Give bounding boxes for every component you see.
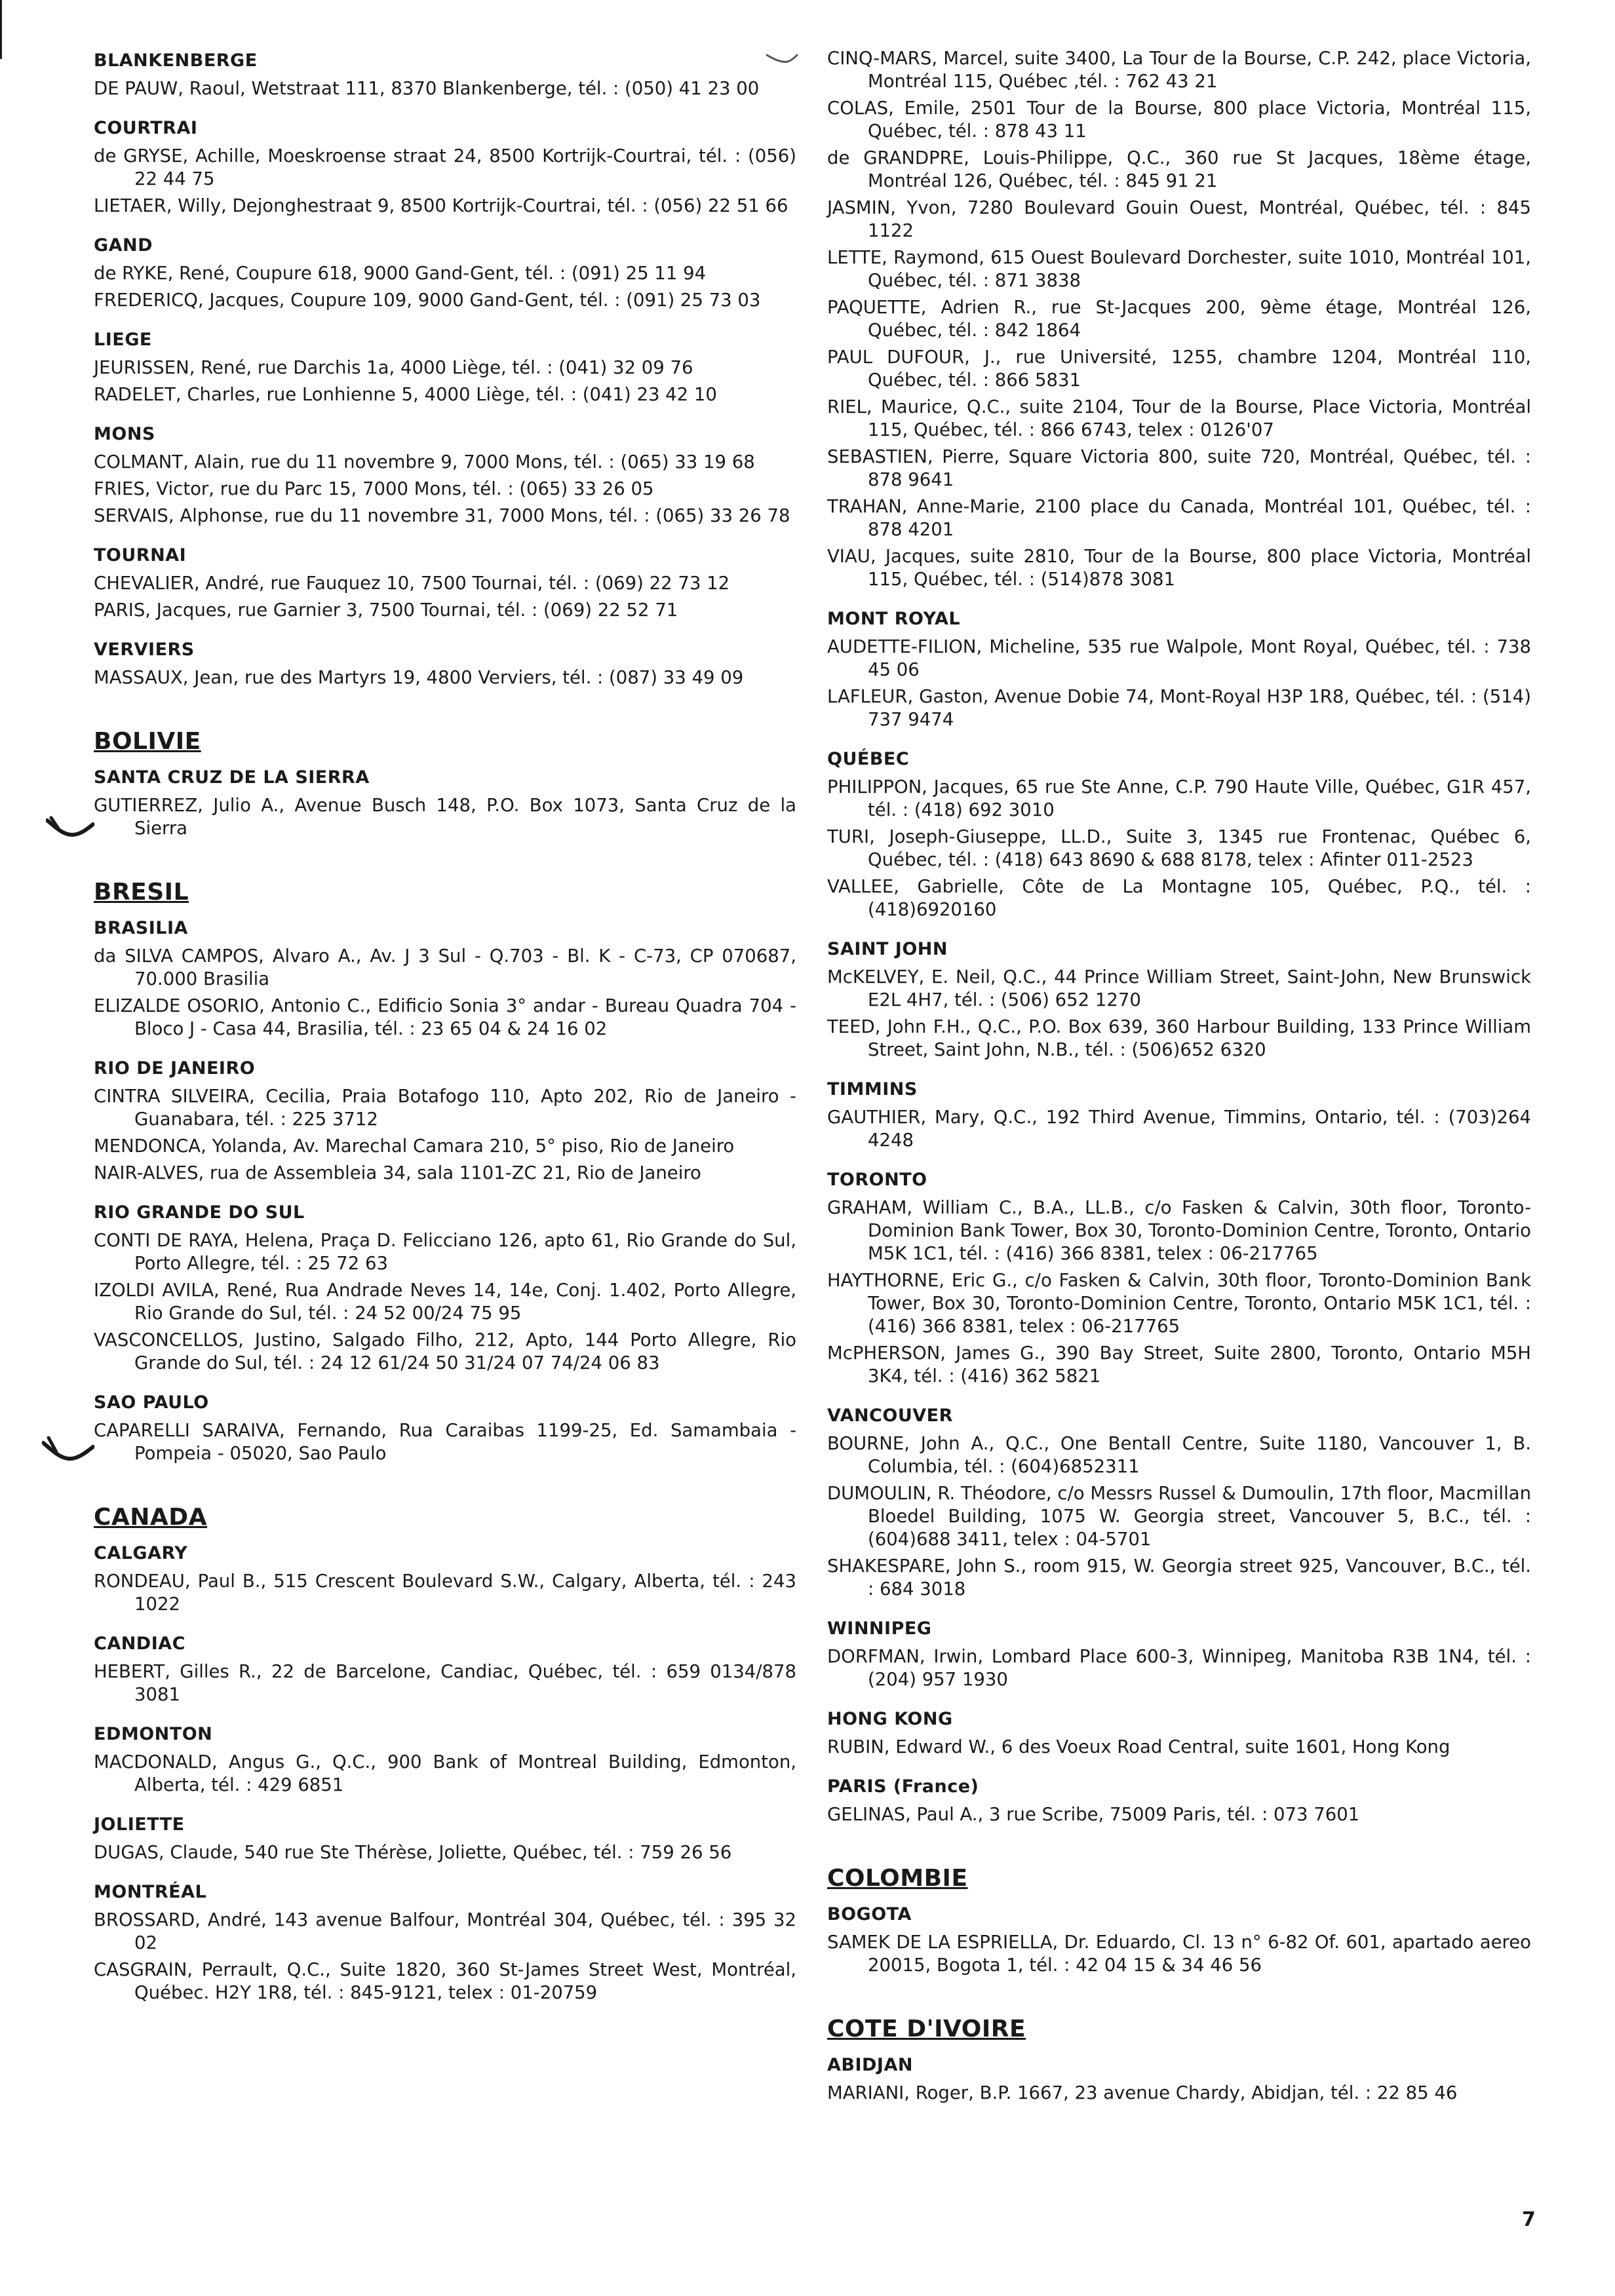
right-column [827, 47, 1531, 2109]
directory-entry: GRAHAM, William C., B.A., LL.B., c/o Fasken & Calvin, 30th floor, Toronto-Dominion Bank Tower, Box 30, Toronto-Dominion Centre, Toronto, Ontario M5K 1C1, tél. : (416) 366 8381, telex : 06-217765 [827, 1197, 1531, 1264]
directory-entry: IZOLDI AVILA, René, Rua Andrade Neves 14, 14e, Conj. 1.402, Porto Allegre, Rio Grande do Sul, tél. : 24 52 00/24 75 95 [94, 1280, 796, 1324]
directory-entry: JEURISSEN, René, rue Darchis 1a, 4000 Liège, tél. : (041) 32 09 76 [94, 357, 693, 378]
directory-entry: DE PAUW, Raoul, Wetstraat 111, 8370 Blankenberge, tél. : (050) 41 23 00 [94, 78, 760, 99]
directory-entry: COLAS, Emile, 2501 Tour de la Bourse, 800 place Victoria, Montréal 115, Québec, tél. : 878 43 11 [827, 98, 1531, 142]
bird-mark-icon [42, 1436, 94, 1465]
directory-entry: PHILIPPON, Jacques, 65 rue Ste Anne, C.P. 790 Haute Ville, Québec, G1R 457, tél. : (418) 692 3010 [827, 776, 1531, 820]
country-heading: COLOMBIE [827, 1865, 968, 1892]
country-heading: BOLIVIE [94, 728, 201, 755]
directory-entry: DORFMAN, Irwin, Lombard Place 600-3, Winnipeg, Manitoba R3B 1N4, tél. : (204) 957 1930 [827, 1646, 1531, 1690]
city-heading: ABIDJAN [827, 2055, 913, 2075]
city-heading: CANDIAC [94, 1634, 185, 1654]
directory-entry: DUMOULIN, R. Théodore, c/o Messrs Russel & Dumoulin, 17th floor, Macmillan Bloedel Building, 1075 W. Georgia street, Vancouver 5, B.C., tél. : (604)688 3411, telex : 04-5701 [827, 1483, 1531, 1550]
country-heading: CANADA [94, 1504, 208, 1531]
directory-entry: MARIANI, Roger, B.P. 1667, 23 avenue Chardy, Abidjan, tél. : 22 85 46 [827, 2082, 1458, 2103]
directory-entry: MACDONALD, Angus G., Q.C., 900 Bank of Montreal Building, Edmonton, Alberta, tél. : 429 6851 [94, 1751, 796, 1795]
directory-entry: GELINAS, Paul A., 3 rue Scribe, 75009 Paris, tél. : 073 7601 [827, 1804, 1360, 1825]
directory-entry: GUTIERREZ, Julio A., Avenue Busch 148, P.O. Box 1073, Santa Cruz de la Sierra [94, 795, 796, 839]
directory-entry: NAIR-ALVES, rua de Assembleia 34, sala 1101-ZC 21, Rio de Janeiro [94, 1162, 701, 1183]
directory-entry: AUDETTE-FILION, Micheline, 535 rue Walpole, Mont Royal, Québec, tél. : 738 45 06 [827, 636, 1531, 680]
city-heading: CALGARY [94, 1543, 188, 1563]
directory-entry: ELIZALDE OSORIO, Antonio C., Edificio Sonia 3° andar - Bureau Quadra 704 - Bloco J - Casa 44, Brasilia, tél. : 23 65 04 & 24 16 02 [94, 995, 796, 1039]
city-heading: TIMMINS [827, 1079, 918, 1100]
directory-entry: JASMIN, Yvon, 7280 Boulevard Gouin Ouest, Montréal, Québec, tél. : 845 1122 [827, 197, 1531, 241]
directory-entry: SERVAIS, Alphonse, rue du 11 novembre 31, 7000 Mons, tél. : (065) 33 26 78 [94, 505, 790, 526]
directory-entry: HEBERT, Gilles R., 22 de Barcelone, Candiac, Québec, tél. : 659 0134/878 3081 [94, 1661, 796, 1705]
bird-mark-icon [46, 815, 94, 841]
directory-entry: MENDONCA, Yolanda, Av. Marechal Camara 210, 5° piso, Rio de Janeiro [94, 1136, 735, 1157]
directory-entry: CINTRA SILVEIRA, Cecilia, Praia Botafogo 110, Apto 202, Rio de Janeiro - Guanabara, tél. : 225 3712 [94, 1086, 796, 1130]
directory-entry: CINQ-MARS, Marcel, suite 3400, La Tour de la Bourse, C.P. 242, place Victoria, Montréal 115, Québec ,tél. : 762 43 21 [827, 48, 1531, 92]
city-heading: BOGOTA [827, 1904, 912, 1924]
bird-mark-icon [766, 51, 798, 67]
directory-entry: DUGAS, Claude, 540 rue Ste Thérèse, Joliette, Québec, tél. : 759 26 56 [94, 1842, 732, 1863]
directory-entry: TEED, John F.H., Q.C., P.O. Box 639, 360 Harbour Building, 133 Prince William Street, Saint John, N.B., tél. : (506)652 6320 [827, 1016, 1531, 1060]
directory-entry: HAYTHORNE, Eric G., c/o Fasken & Calvin, 30th floor, Toronto-Dominion Bank Tower, Box 30, Toronto-Dominion Centre, Toronto, Ontario M5K 1C1, tél. : (416) 366 8381, telex : 06-217765 [827, 1270, 1531, 1337]
directory-entry: de GRANDPRE, Louis-Philippe, Q.C., 360 rue St Jacques, 18ème étage, Montréal 126, Québec, tél. : 845 91 21 [827, 147, 1531, 191]
directory-entry: da SILVA CAMPOS, Alvaro A., Av. J 3 Sul - Q.703 - Bl. K - C-73, CP 070687, 70.000 Brasilia [94, 946, 796, 989]
city-heading: HONG KONG [827, 1709, 953, 1729]
directory-entry: COLMANT, Alain, rue du 11 novembre 9, 7000 Mons, tél. : (065) 33 19 68 [94, 451, 755, 472]
city-heading: JOLIETTE [94, 1814, 185, 1835]
directory-entry: CONTI DE RAYA, Helena, Praça D. Felicciano 126, apto 61, Rio Grande do Sul, Porto Allegre, tél. : 25 72 63 [94, 1230, 796, 1274]
city-heading: VERVIERS [94, 640, 195, 660]
page-number: 7 [1522, 2208, 1536, 2231]
directory-entry: SHAKESPARE, John S., room 915, W. Georgia street 925, Vancouver, B.C., tél. : 684 3018 [827, 1556, 1531, 1599]
directory-entry: LETTE, Raymond, 615 Ouest Boulevard Dorchester, suite 1010, Montréal 101, Québec, tél. : 871 3838 [827, 247, 1531, 291]
city-heading: SAINT JOHN [827, 939, 948, 959]
directory-entry: BROSSARD, André, 143 avenue Balfour, Montréal 304, Québec, tél. : 395 32 02 [94, 1909, 796, 1953]
directory-entry: MASSAUX, Jean, rue des Martyrs 19, 4800 Verviers, tél. : (087) 33 49 09 [94, 667, 744, 688]
city-heading: RIO GRANDE DO SUL [94, 1202, 305, 1223]
city-heading: BLANKENBERGE [94, 50, 258, 71]
page-edge-mark [0, 0, 2, 59]
directory-entry: VASCONCELLOS, Justino, Salgado Filho, 212, Apto, 144 Porto Allegre, Rio Grande do Sul, tél. : 24 12 61/24 50 31/24 07 74/24 06 83 [94, 1330, 796, 1373]
directory-entry: LAFLEUR, Gaston, Avenue Dobie 74, Mont-Royal H3P 1R8, Québec, tél. : (514) 737 9474 [827, 686, 1531, 730]
directory-entry: TURI, Joseph-Giuseppe, LL.D., Suite 3, 1345 rue Frontenac, Québec 6, Québec, tél. : (418) 643 8690 & 688 8178, telex : Afinter 011-2523 [827, 826, 1531, 870]
left-column [94, 47, 796, 2008]
city-heading: PARIS (France) [827, 1776, 979, 1797]
city-heading: BRASILIA [94, 918, 188, 938]
directory-entry: BOURNE, John A., Q.C., One Bentall Centre, Suite 1180, Vancouver 1, B. Columbia, tél. : (604)6852311 [827, 1433, 1531, 1477]
city-heading: WINNIPEG [827, 1618, 932, 1639]
city-heading: SAO PAULO [94, 1392, 209, 1413]
directory-entry: PAUL DUFOUR, J., rue Université, 1255, chambre 1204, Montréal 110, Québec, tél. : 866 5831 [827, 347, 1531, 391]
directory-entry: CASGRAIN, Perrault, Q.C., Suite 1820, 360 St-James Street West, Montréal, Québec. H2Y 1R8, tél. : 845-9121, telex : 01-20759 [94, 1959, 796, 2003]
city-heading: RIO DE JANEIRO [94, 1058, 256, 1079]
city-heading: LIEGE [94, 330, 152, 350]
directory-entry: PARIS, Jacques, rue Garnier 3, 7500 Tournai, tél. : (069) 22 52 71 [94, 600, 678, 621]
directory-entry: VIAU, Jacques, suite 2810, Tour de la Bourse, 800 place Victoria, Montréal 115, Québec, tél. : (514)878 3081 [827, 546, 1531, 590]
directory-entry: CAPARELLI SARAIVA, Fernando, Rua Caraibas 1199-25, Ed. Samambaia - Pompeia - 05020, Sao Paulo [94, 1420, 796, 1464]
directory-entry: RONDEAU, Paul B., 515 Crescent Boulevard S.W., Calgary, Alberta, tél. : 243 1022 [94, 1571, 796, 1615]
city-heading: QUÉBEC [827, 749, 910, 769]
directory-entry: de RYKE, René, Coupure 618, 9000 Gand-Gent, tél. : (091) 25 11 94 [94, 263, 707, 284]
city-heading: MONT ROYAL [827, 609, 961, 629]
city-heading: MONS [94, 424, 155, 444]
city-heading: VANCOUVER [827, 1406, 953, 1426]
city-heading: SANTA CRUZ DE LA SIERRA [94, 767, 370, 788]
directory-entry: GAUTHIER, Mary, Q.C., 192 Third Avenue, Timmins, Ontario, tél. : (703)264 4248 [827, 1107, 1531, 1151]
directory-entry: McPHERSON, James G., 390 Bay Street, Suite 2800, Toronto, Ontario M5H 3K4, tél. : (416) 362 5821 [827, 1343, 1531, 1387]
directory-entry: RUBIN, Edward W., 6 des Voeux Road Central, suite 1601, Hong Kong [827, 1736, 1450, 1757]
directory-entry: McKELVEY, E. Neil, Q.C., 44 Prince William Street, Saint-John, New Brunswick E2L 4H7, tél. : (506) 652 1270 [827, 966, 1531, 1010]
directory-entry: RIEL, Maurice, Q.C., suite 2104, Tour de la Bourse, Place Victoria, Montréal 115, Québec, tél. : 866 6743, telex : 0126'07 [827, 396, 1531, 440]
directory-entry: FRIES, Victor, rue du Parc 15, 7000 Mons, tél. : (065) 33 26 05 [94, 478, 654, 499]
directory-entry: de GRYSE, Achille, Moeskroense straat 24, 8500 Kortrijk-Courtrai, tél. : (056) 22 44 75 [94, 145, 796, 189]
country-heading: BRESIL [94, 879, 189, 906]
city-heading: TORONTO [827, 1170, 927, 1190]
city-heading: MONTRÉAL [94, 1882, 207, 1902]
directory-entry: CHEVALIER, André, rue Fauquez 10, 7500 Tournai, tél. : (069) 22 73 12 [94, 573, 730, 594]
directory-entry: TRAHAN, Anne-Marie, 2100 place du Canada, Montréal 101, Québec, tél. : 878 4201 [827, 496, 1531, 540]
directory-entry: SAMEK DE LA ESPRIELLA, Dr. Eduardo, Cl. 13 n° 6-82 Of. 601, apartado aereo 20015, Bogota 1, tél. : 42 04 15 & 34 46 56 [827, 1932, 1531, 1976]
directory-entry: VALLEE, Gabrielle, Côte de La Montagne 105, Québec, P.Q., tél. : (418)6920160 [827, 876, 1531, 920]
directory-entry: PAQUETTE, Adrien R., rue St-Jacques 200, 9ème étage, Montréal 126, Québec, tél. : 842 1864 [827, 297, 1531, 341]
city-heading: GAND [94, 235, 153, 256]
city-heading: TOURNAI [94, 545, 187, 565]
city-heading: EDMONTON [94, 1724, 213, 1744]
country-heading: COTE D'IVOIRE [827, 2016, 1026, 2042]
directory-entry: FREDERICQ, Jacques, Coupure 109, 9000 Gand-Gent, tél. : (091) 25 73 03 [94, 290, 761, 311]
directory-entry: RADELET, Charles, rue Lonhienne 5, 4000 Liège, tél. : (041) 23 42 10 [94, 384, 717, 405]
directory-entry: LIETAER, Willy, Dejonghestraat 9, 8500 Kortrijk-Courtrai, tél. : (056) 22 51 66 [94, 195, 788, 216]
city-heading: COURTRAI [94, 118, 198, 138]
directory-entry: SEBASTIEN, Pierre, Square Victoria 800, suite 720, Montréal, Québec, tél. : 878 9641 [827, 446, 1531, 490]
